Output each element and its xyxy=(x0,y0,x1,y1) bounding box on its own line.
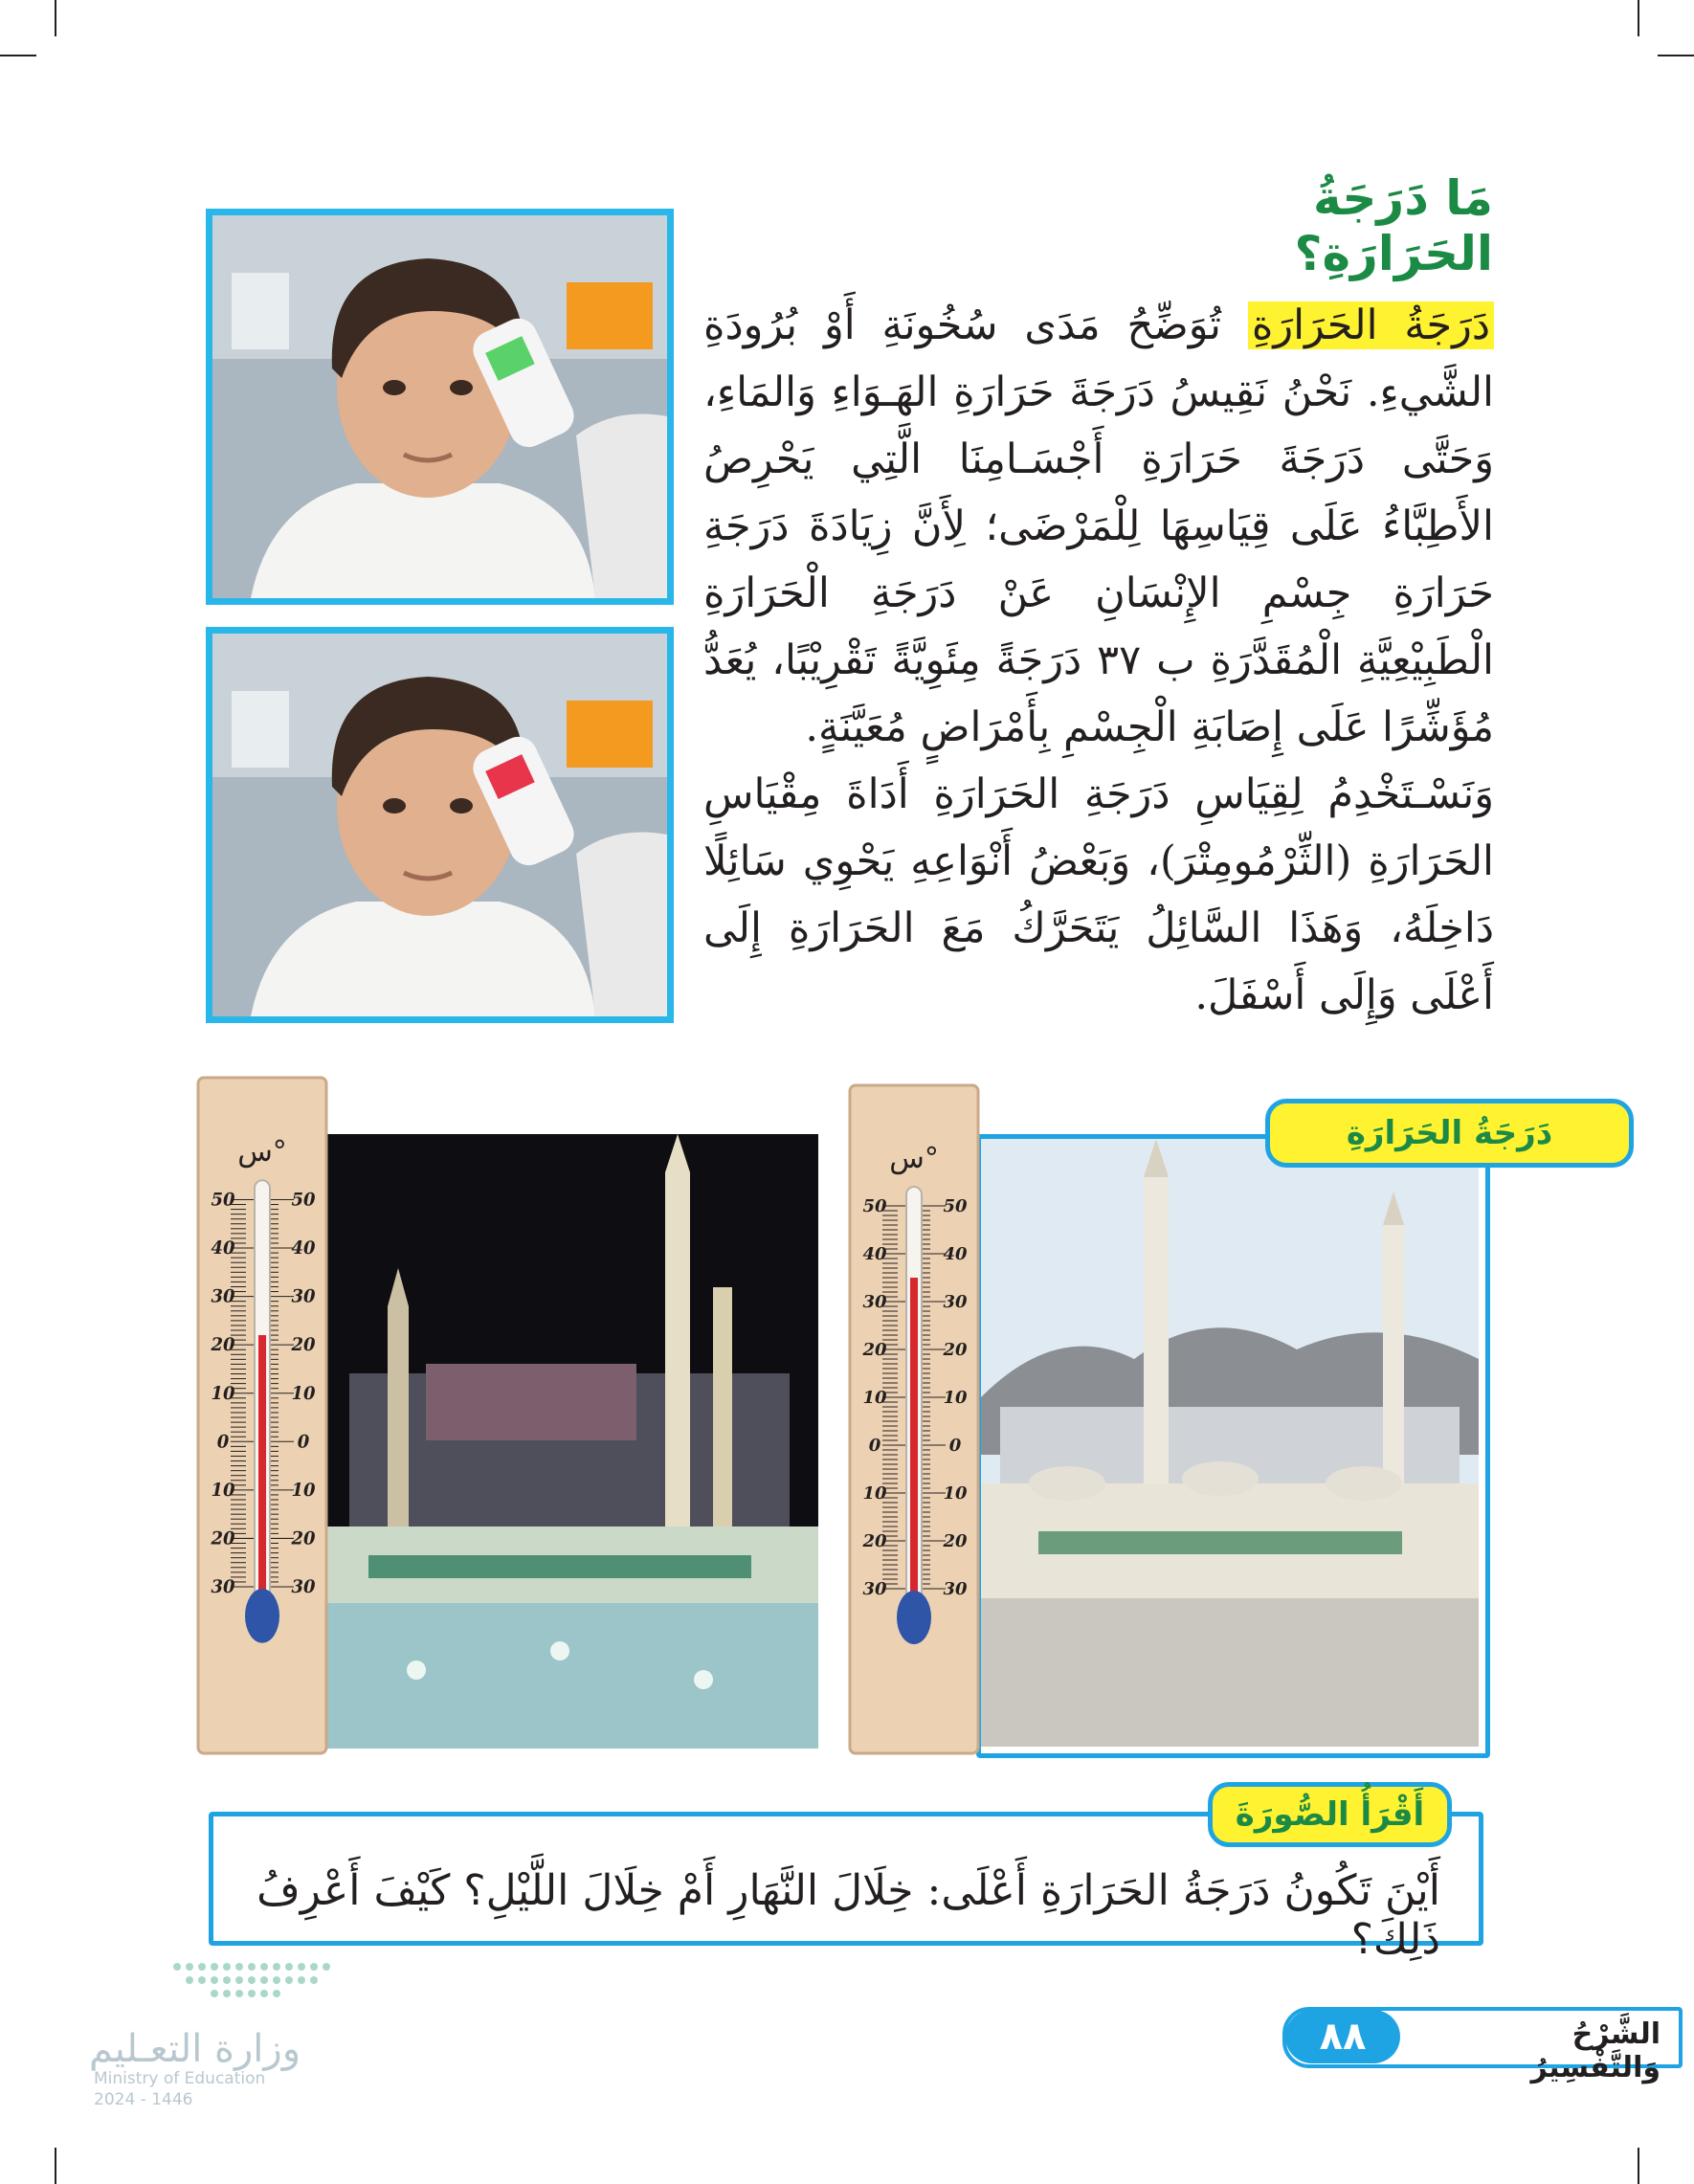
thermometer-tick-label: 40 xyxy=(862,1244,887,1264)
thermometer-tick-label: 20 xyxy=(291,1335,316,1356)
thermometer-tick-label: 30 xyxy=(211,1576,235,1598)
thermometer-tick-label: 0 xyxy=(216,1432,230,1453)
thermometer-tick-label: 20 xyxy=(211,1528,235,1549)
thermometer-tick-label: 30 xyxy=(943,1579,968,1599)
vocab-label: دَرَجَةُ الحَرَارَةِ xyxy=(1265,1099,1634,1168)
highlighted-term: دَرَجَةُ الحَرَارَةِ xyxy=(1248,301,1494,349)
ministry-year: 2024 - 1446 xyxy=(94,2090,193,2109)
thermometer-tick-label: 0 xyxy=(297,1432,310,1453)
crop-mark xyxy=(55,0,56,36)
thermometer-tick-label: 30 xyxy=(211,1286,235,1307)
crop-mark xyxy=(55,2148,56,2184)
thermometer-tick-label: 50 xyxy=(862,1196,887,1216)
footer-section-label: الشَّرْحُ وَالتَّفْسِيرُ xyxy=(1530,2017,1661,2084)
thermometer-tick-label: 50 xyxy=(211,1190,235,1211)
night-mosque-illustration xyxy=(321,1134,818,1749)
thermometer-tick-label: 10 xyxy=(862,1388,887,1408)
thermometer-tick-label: 10 xyxy=(291,1480,316,1501)
crop-mark xyxy=(1638,0,1639,36)
thermometer-liquid xyxy=(258,1335,266,1601)
thermometer-tick-label: 10 xyxy=(943,1388,968,1408)
thermometer-day-graphic xyxy=(846,1081,982,1757)
read-picture-label: أَقْرَأُ الصُّورَةَ xyxy=(1208,1782,1452,1847)
thermometer-tick-label: 50 xyxy=(943,1196,968,1216)
thermometer-tick-label: 10 xyxy=(943,1483,968,1504)
paragraph-definition xyxy=(703,292,1494,761)
thermometer-tick-label: 30 xyxy=(943,1292,968,1312)
thermometer-night-graphic xyxy=(194,1074,330,1757)
thermometer-tick-label: 20 xyxy=(943,1340,968,1360)
thermometer-tick-label: 20 xyxy=(862,1340,887,1360)
thermometer-tick-label: 30 xyxy=(291,1576,316,1598)
thermometer-bulb xyxy=(897,1591,931,1644)
ministry-name-arabic: وزارة التعـليم xyxy=(89,2027,301,2071)
thermometer-day xyxy=(846,1081,982,1757)
thermometer-bulb xyxy=(245,1589,279,1643)
night-mosque-photo xyxy=(321,1134,818,1749)
thermometer-tick-label: 0 xyxy=(948,1436,962,1456)
read-picture-question: أَيْنَ تَكُونُ دَرَجَةُ الحَرَارَةِ أَعْلَى: خِلَالَ النَّهَارِ أَمْ خِلَالَ اللَّيْلِ؟ كَيْفَ أَعْرِفُ ذَلِكَ؟ xyxy=(256,1866,1440,1964)
page-number: ٨٨ xyxy=(1285,2010,1400,2063)
thermometer-unit: س° xyxy=(237,1134,287,1170)
thermometer-tick-label: 20 xyxy=(211,1335,235,1356)
thermometer-liquid xyxy=(910,1278,918,1603)
day-mosque-illustration xyxy=(981,1139,1479,1747)
thermometer-tick-label: 10 xyxy=(862,1483,887,1504)
thermometer-tick-label: 0 xyxy=(868,1436,881,1456)
thermometer-tick-label: 40 xyxy=(943,1244,968,1264)
thermometer-tick-label: 20 xyxy=(862,1531,887,1551)
thermometer-tick-label: 40 xyxy=(211,1238,235,1259)
crop-mark xyxy=(0,55,36,56)
thermometer-unit: س° xyxy=(889,1142,939,1175)
thermometer-tick-label: 20 xyxy=(943,1531,968,1551)
ministry-name-english: Ministry of Education xyxy=(94,2069,266,2088)
body-text xyxy=(703,292,1494,1029)
thermometer-tick-label: 20 xyxy=(291,1528,316,1549)
boy-photo-normal xyxy=(206,209,674,605)
thermometer-tick-label: 10 xyxy=(211,1480,235,1501)
boy-photo-fever xyxy=(206,627,674,1023)
thermometer-tick-label: 50 xyxy=(291,1190,316,1211)
thermometer-tick-label: 30 xyxy=(862,1292,887,1312)
crop-mark xyxy=(1638,2148,1639,2184)
thermometer-tick-label: 40 xyxy=(291,1238,316,1259)
thermometer-night xyxy=(194,1074,330,1757)
page-title: مَا دَرَجَةُ الحَرَارَةِ؟ xyxy=(1294,170,1493,281)
boy-fever-illustration xyxy=(212,634,667,1016)
paragraph-text: تُوَضِّحُ مَدَى سُخُونَةِ أَوْ بُرُودَةِ الشَّيءِ. نَحْنُ نَقِيسُ دَرَجَةَ حَرَارَةِ الهَـوَاءِ وَالمَاءِ، وَحَتَّى دَرَجَةَ حَرَارَةِ أَجْسَـامِنَا الَّتِي يَحْرِصُ الأَطِبَّاءُ عَلَى قِيَاسِهَا لِلْمَرْضَى؛ لِأَنَّ زِيَادَةَ دَرَجَةِ حَرَارَةِ جِسْمِ الإِنْسَانِ عَنْ دَرَجَةِ الْحَرَارَةِ الْطَبِيْعِيَّةِ الْمُقَدَّرَةِ ب ٣٧ دَرَجَةً مِئَوِيَّةً تَقْرِيْبًا، يُعَدُّ مُؤَشِّرًا عَلَى إِصَابَةِ الْجِسْمِ بِأَمْرَاضٍ مُعَيَّنَةٍ. xyxy=(703,301,1494,751)
thermometer-tick-label: 30 xyxy=(862,1579,887,1599)
thermometer-tick-label: 10 xyxy=(211,1383,235,1404)
day-mosque-photo xyxy=(981,1139,1479,1747)
boy-normal-illustration xyxy=(212,215,667,598)
paragraph-thermometer: وَنَسْـتَخْدِمُ لِقِيَاسِ دَرَجَةِ الحَرَارَةِ أَدَاةَ مِقْيَاسِ الحَرَارَةِ (الثِّرْمُومِتْرَ)، وَبَعْضُ أَنْوَاعِهِ يَحْوِي سَائِلًا دَاخِلَهُ، وَهَذَا السَّائِلُ يَتَحَرَّكُ مَعَ الحَرَارَةِ إِلَى أَعْلَى وَإِلَى أَسْفَلَ. xyxy=(703,770,1494,1019)
ministry-dot-logo xyxy=(172,1957,345,2000)
crop-mark xyxy=(1658,55,1694,56)
thermometer-tick-label: 30 xyxy=(291,1286,316,1307)
thermometer-tick-label: 10 xyxy=(291,1383,316,1404)
